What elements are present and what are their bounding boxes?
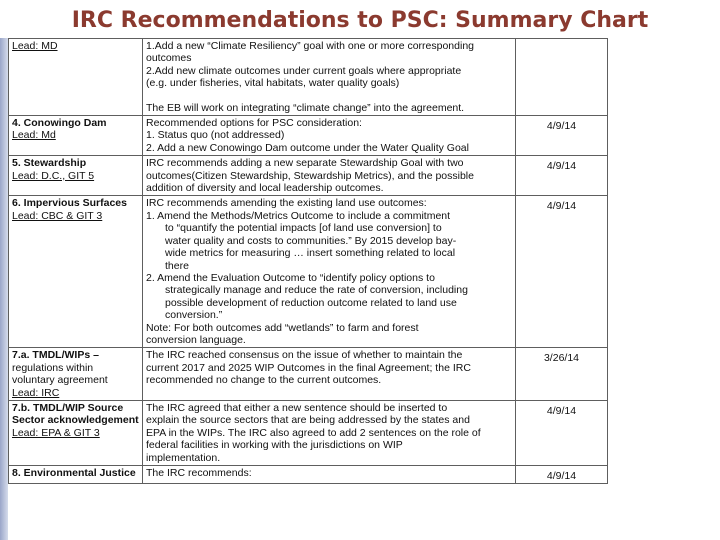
spacer [146, 90, 512, 102]
recommendation-line: conversion language. [146, 333, 246, 346]
table-row [9, 39, 608, 116]
recommendation-line: EPA in the WIPs. The IRC also agreed to add 2 sentences on the role of [146, 426, 481, 439]
recommendation-cell [143, 39, 516, 116]
recommendation-line: 2. Amend the Evaluation Outcome to “identify policy options to [146, 271, 435, 284]
item-cell [9, 39, 143, 116]
recommendation-line: current 2017 and 2025 WIP Outcomes in the final Agreement; the IRC [146, 361, 471, 374]
recommendation-line: Recommended options for PSC consideration: [146, 117, 362, 130]
item-name-continued: voluntary agreement [12, 374, 108, 387]
item-cell [9, 466, 143, 484]
item-name: 8. Environmental Justice [12, 467, 136, 479]
recommendation-cell [143, 466, 516, 484]
item-cell [9, 156, 143, 196]
recommendation-cell [143, 400, 516, 465]
recommendation-cell [143, 116, 516, 156]
table-row [9, 156, 608, 196]
table-row [9, 116, 608, 156]
recommendation-line: strategically manage and reduce the rate of conversion, including [165, 284, 468, 297]
recommendation-line: The IRC recommends: [146, 467, 252, 479]
table-row [9, 348, 608, 401]
date-cell: 4/9/14 [516, 466, 608, 484]
recommendation-line: IRC recommends adding a new separate Stewardship Goal with two [146, 157, 464, 170]
item-name-continued: Sector acknowledgement [12, 414, 139, 427]
date-cell: 4/9/14 [516, 196, 608, 348]
recommendation-line: The EB will work on integrating “climate change” into the agreement. [146, 101, 465, 114]
recommendation-line: wide metrics for measuring … insert something related to local [165, 247, 456, 260]
item-name-continued: regulations within [12, 361, 94, 374]
item-lead: Lead: IRC [12, 386, 60, 399]
recommendation-cell [143, 348, 516, 401]
page-title: IRC Recommendations to PSC: Summary Chart [71, 8, 649, 33]
item-lead: Lead: MD [12, 40, 58, 52]
recommendation-line: IRC recommends amending the existing land use outcomes: [146, 197, 427, 210]
date-cell: 4/9/14 [516, 156, 608, 196]
table-row [9, 400, 608, 465]
recommendation-line: 2. Add a new Conowingo Dam outcome under the Water Quality Goal [146, 141, 469, 154]
item-name: 5. Stewardship [12, 157, 87, 170]
summary-table-container [8, 38, 612, 540]
recommendation-line: possible development of reduction outcome related to land use [165, 296, 457, 309]
date-cell: 4/9/14 [516, 400, 608, 465]
date-cell [516, 39, 608, 116]
recommendation-line: recommended no change to the current outcomes. [146, 374, 382, 387]
item-lead: Lead: D.C., GIT 5 [12, 169, 95, 182]
item-cell [9, 116, 143, 156]
recommendation-line: The IRC agreed that either a new sentence should be inserted to [146, 401, 448, 414]
recommendation-line: implementation. [146, 451, 221, 464]
date-cell: 4/9/14 [516, 116, 608, 156]
item-cell [9, 400, 143, 465]
recommendation-line: (e.g. under fisheries, vital habitats, water quality goals) [146, 77, 400, 90]
recommendation-line: federal facilities in working with the jurisdictions on WIP [146, 439, 403, 452]
recommendation-line: 1.Add a new “Climate Resiliency” goal with one or more corresponding [146, 40, 474, 52]
left-accent-band [0, 38, 8, 540]
item-lead: Lead: CBC & GIT 3 [12, 209, 103, 222]
item-name: 4. Conowingo Dam [12, 117, 107, 130]
recommendation-line: The IRC reached consensus on the issue of whether to maintain the [146, 349, 463, 362]
recommendation-line: 1. Status quo (not addressed) [146, 129, 285, 142]
summary-table [8, 38, 608, 484]
item-name: 6. Impervious Surfaces [12, 197, 127, 210]
recommendation-line: Note: For both outcomes add “wetlands” to farm and forest [146, 321, 419, 334]
recommendation-line: 1. Amend the Methods/Metrics Outcome to include a commitment [146, 209, 451, 222]
recommendation-cell [143, 196, 516, 348]
table-row [9, 196, 608, 348]
date-cell: 3/26/14 [516, 348, 608, 401]
summary-table-body [9, 39, 608, 484]
recommendation-line: explain the source sectors that are being addressed by the states and [146, 414, 470, 427]
recommendation-cell [143, 156, 516, 196]
item-cell [9, 196, 143, 348]
recommendation-line: conversion.” [165, 309, 223, 322]
recommendation-line: addition of diversity and local leadership outcomes. [146, 182, 384, 195]
recommendation-line: to “quantify the potential impacts [of land use conversion] to [165, 222, 442, 235]
recommendation-line: outcomes(Citizen Stewardship, Stewardship Metrics), and the possible [146, 169, 474, 182]
item-lead: Lead: Md [12, 129, 56, 142]
recommendation-line: there [165, 259, 189, 272]
item-name: 7.b. TMDL/WIP Source [12, 401, 124, 414]
item-cell [9, 348, 143, 401]
item-lead: Lead: EPA & GIT 3 [12, 426, 100, 439]
recommendation-line: water quality and costs to communities.” By 2015 develop bay- [165, 234, 457, 247]
recommendation-line: outcomes [146, 52, 192, 65]
item-name: 7.a. TMDL/WIPs – [12, 349, 99, 362]
recommendation-line: 2.Add new climate outcomes under current goals where appropriate [146, 64, 462, 77]
table-row [9, 466, 608, 484]
